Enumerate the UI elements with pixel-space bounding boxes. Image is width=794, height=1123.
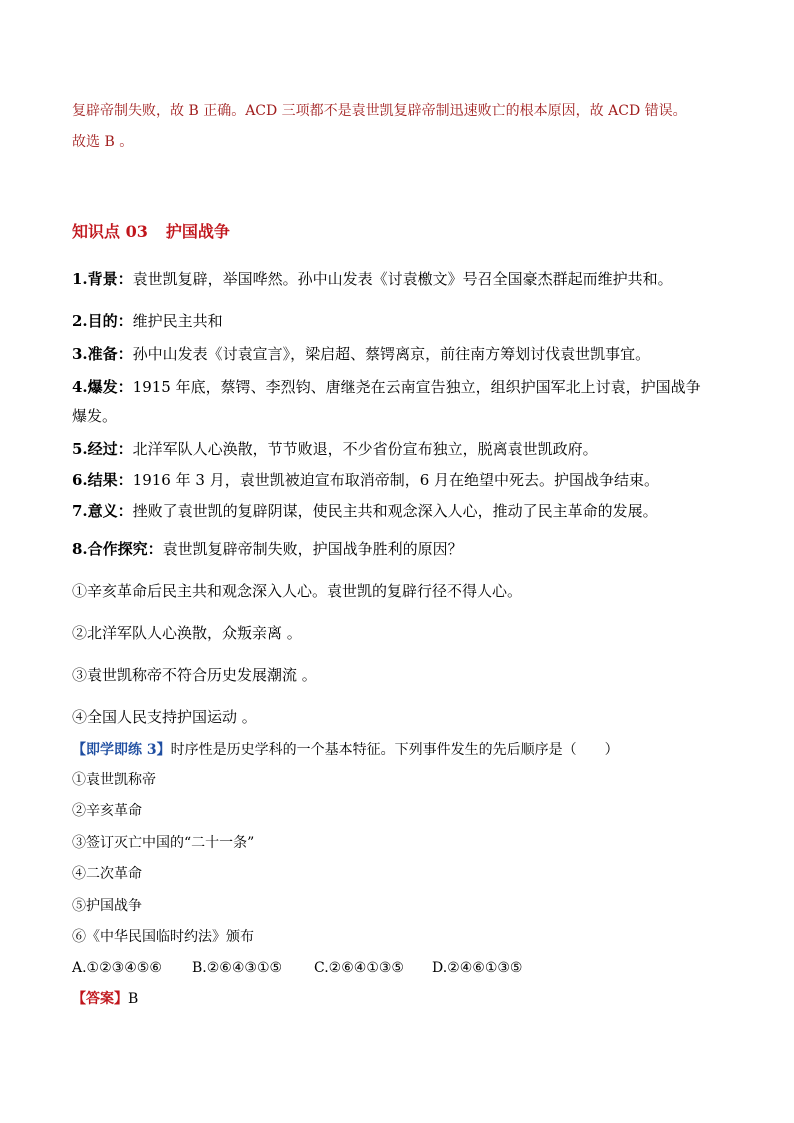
answer-value: B [128, 991, 139, 1007]
point-label: 2.目的： [72, 312, 133, 330]
intro-line-2: 故选 B 。 [72, 134, 134, 150]
point-text: 维护民主共和 [132, 312, 223, 330]
exercise-tag: 【即学即练 3】 [72, 742, 171, 758]
intro-line-1: 复辟帝制失败，故 B 正确。ACD 三项都不是袁世凯复辟帝制迅速败亡的根本原因，故 ACD 错误。 [72, 103, 687, 119]
reason-item: ②北洋军队人心涣散，众叛亲离 。 [72, 624, 302, 642]
point-result [72, 469, 659, 491]
exercise-question-text: 时序性是历史学科的一个基本特征。下列事件发生的先后顺序是（ ） [170, 742, 619, 758]
section-heading [72, 221, 230, 243]
exercise-item: ②辛亥革命 [72, 803, 142, 819]
reason-item: ④全国人民支持护国运动 。 [72, 708, 257, 726]
reason-item: ③袁世凯称帝不符合历史发展潮流 。 [72, 666, 317, 684]
option-c: C.②⑥④①③⑤ [314, 960, 404, 976]
point-label: 1.背景： [72, 270, 133, 288]
option-a: A.①②③④⑤⑥ [72, 960, 162, 976]
section-number: 知识点 03 [72, 222, 148, 241]
answer-label: 【答案】 [72, 991, 128, 1007]
point-background [72, 268, 673, 290]
point-purpose [72, 310, 223, 332]
point-preparation [72, 343, 650, 365]
point-process [72, 438, 598, 460]
point-label: 8.合作探究： [72, 540, 163, 558]
section-title: 护国战争 [165, 222, 230, 241]
point-label: 7.意义： [72, 502, 133, 520]
point-text: 1916 年 3 月，袁世凯被迫宣布取消帝制，6 月在绝望中死去。护国战争结束。 [132, 471, 660, 489]
point-outbreak-cont: 爆发。 [72, 407, 118, 425]
point-text: 北洋军队人心涣散，节节败退，不少省份宣布独立，脱离袁世凯政府。 [132, 440, 598, 458]
reason-item: ①辛亥革命后民主共和观念深入人心。袁世凯的复辟行径不得人心。 [72, 582, 523, 600]
point-label: 5.经过： [72, 440, 133, 458]
point-outbreak [72, 376, 701, 398]
exercise-item: ①袁世凯称帝 [72, 772, 156, 788]
option-d: D.②④⑥①③⑤ [432, 960, 523, 976]
point-text: 孙中山发表《讨袁宣言》，梁启超、蔡锷离京，前往南方筹划讨伐袁世凯事宜。 [132, 345, 651, 363]
exercise-item: ③签订灭亡中国的“二十一条” [72, 835, 255, 851]
exercise-item: ⑤护国战争 [72, 898, 142, 914]
exercise-options [72, 959, 522, 977]
point-label: 4.爆发： [72, 378, 133, 396]
answer-line [72, 990, 138, 1008]
exercise-item: ⑥《中华民国临时约法》颁布 [72, 929, 254, 945]
option-b: B.②⑥④③①⑤ [192, 960, 283, 976]
point-significance [72, 500, 658, 522]
exercise-item: ④二次革命 [72, 866, 142, 882]
point-label: 3.准备： [72, 345, 133, 363]
point-text: 袁世凯复辟，举国哗然。孙中山发表《讨袁檄文》号召全国豪杰群起而维护共和。 [132, 270, 673, 288]
point-text: 挫败了袁世凯的复辟阴谋，使民主共和观念深入人心，推动了民主革命的发展。 [132, 502, 658, 520]
point-text: 1915 年底，蔡锷、李烈钧、唐继尧在云南宣告独立，组织护国军北上讨袁，护国战争 [132, 378, 701, 396]
point-discussion [72, 538, 463, 560]
point-label: 6.结果： [72, 471, 133, 489]
exercise-question [72, 741, 619, 759]
point-text: 袁世凯复辟帝制失败，护国战争胜利的原因？ [162, 540, 463, 558]
